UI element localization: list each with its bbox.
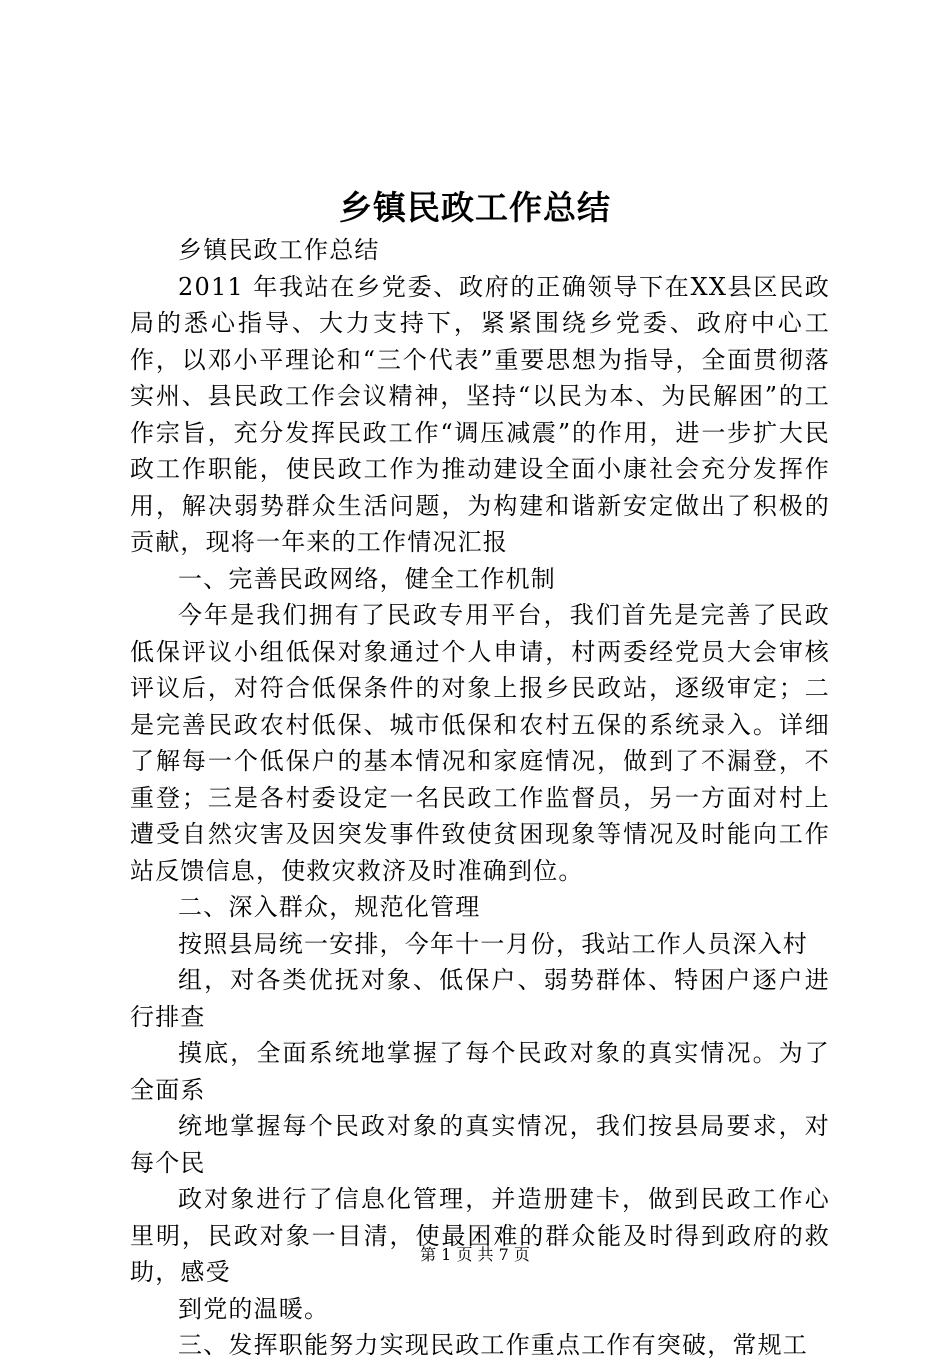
paragraph-section-2-part-2: 组，对各类优抚对象、低保户、弱势群体、特困户逐户进行排查 <box>130 966 830 1031</box>
paragraph-section-2-part-3: 摸底，全面系统地掌握了每个民政对象的真实情况。为了全面系 <box>130 1039 830 1104</box>
section-heading-2: 二、深入群众，规范化管理 <box>178 893 481 921</box>
paragraph-section-2-part-6: 到党的温暖。 <box>178 1294 330 1323</box>
page-number-label: 第 1 页 共 7 页 <box>420 1245 530 1264</box>
page-footer <box>0 1244 950 1266</box>
paragraph-intro: 2011 年我站在乡党委、政府的正确领导下在XX县区民政局的悉心指导、大力支持下，紧紧围绕乡党委、政府中心工作，以邓小平理论和“三个代表”重要思想为指导，全面贯彻落实州、县民政工作会议精神，坚持“以民为本、为民解困”的工作宗旨，充分发挥民政工作“调压减震”的作用，进一步扩大民政工作职能，使民政工作为推动建设全面小康社会充分发挥作用，解决弱势群众生活问题，为构建和谐新安定做出了积极的贡献，现将一年来的工作情况汇报 <box>130 272 830 556</box>
paragraph-section-2-part-5: 政对象进行了信息化管理，并造册建卡，做到民政工作心里明，民政对象一目清，使最困难的群众能及时得到政府的救助，感受 <box>130 1185 830 1286</box>
section-heading-1: 一、完善民政网络，健全工作机制 <box>178 564 556 593</box>
document-title: 乡镇民政工作总结 <box>339 188 611 227</box>
paragraph-section-2-part-4: 统地掌握每个民政对象的真实情况，我们按县局要求，对每个民 <box>130 1112 830 1177</box>
paragraph-section-1: 今年是我们拥有了民政专用平台，我们首先是完善了民政低保评议小组低保对象通过个人申请，村两委经党员大会审核评议后，对符合低保条件的对象上报乡民政站，逐级审定；二是完善民政农村低保、城市低保和农村五保的系统录入。详细了解每一个低保户的基本情况和家庭情况，做到了不漏登，不重登；三是各村委设定一名民政工作监督员，另一方面对村上遭受自然灾害及因突发事件致使贫困现象等情况及时能向工作站反馈信息，使救灾救济及时准确到位。 <box>130 601 830 885</box>
section-heading-3: 三、发挥职能努力实现民政工作重点工作有突破，常规工 <box>178 1331 808 1359</box>
document-body <box>130 232 830 1364</box>
paragraph-subtitle: 乡镇民政工作总结 <box>178 236 380 264</box>
paragraph-section-2-part-1: 按照县局统一安排，今年十一月份，我站工作人员深入村 <box>178 929 808 958</box>
